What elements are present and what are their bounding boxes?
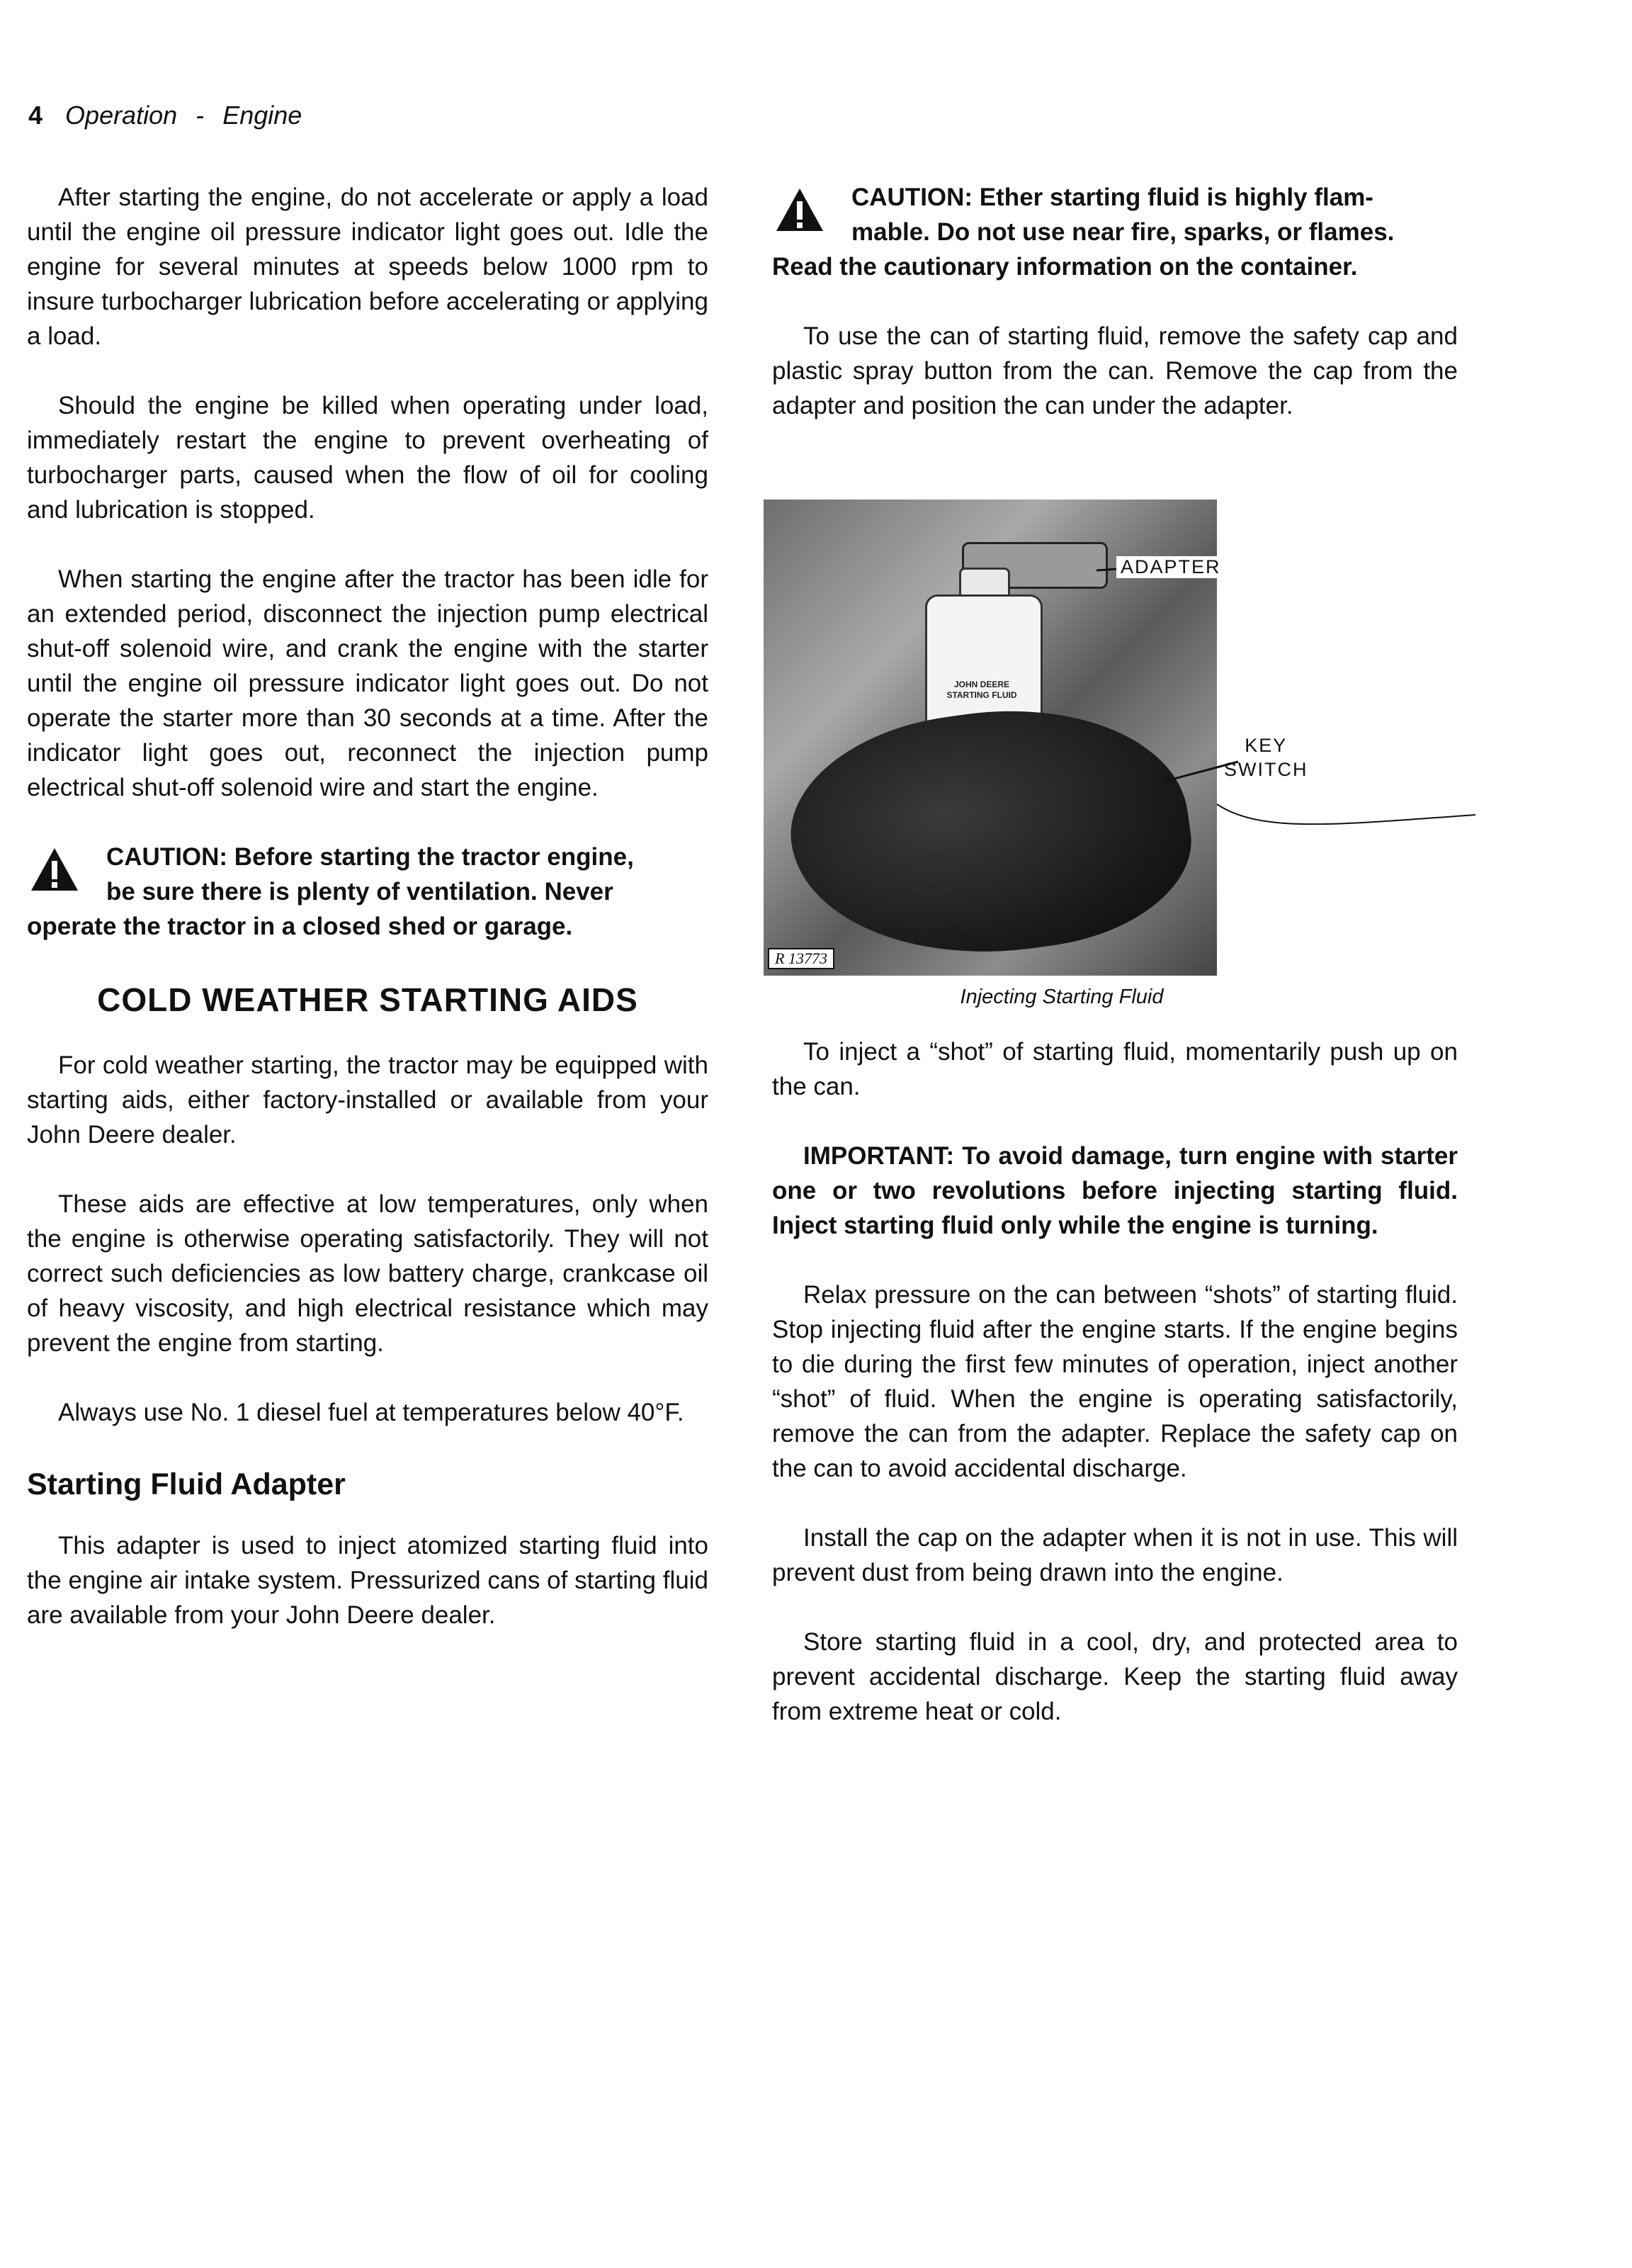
header-subsection: Engine (222, 101, 302, 130)
header-section: Operation (65, 101, 178, 130)
warning-triangle-icon (775, 187, 824, 232)
figure-caption: Injecting Starting Fluid (960, 986, 1164, 1008)
label-key: KEY (1245, 735, 1288, 756)
paragraph-adapter-use: This adapter is used to inject atomized starting fluid into the engine air intake system. Pressurized cans of starting fluid are available from your John Deere dealer. (27, 1532, 708, 1629)
figure-code: R 13773 (768, 948, 834, 969)
subsection-title-starting-fluid-adapter: Starting Fluid Adapter (27, 1467, 346, 1501)
paragraph-cold-weather: For cold weather starting, the tractor may be equipped with starting aids, either factory-installed or available from your John Deere dealer. (27, 1051, 708, 1149)
label-switch: SWITCH (1224, 759, 1308, 780)
paragraph-accelerate: After starting the engine, do not accelerate or apply a load until the engine oil pressure indicator light goes out. Idle the engine for several minutes at speeds below 1000 rpm to insure turbocharger lubrication before accelerating or applying a load. (27, 184, 708, 350)
paragraph-use-can: To use the can of starting fluid, remove the safety cap and plastic spray button from the can. Remove the cap from the adapter and position the can under the adapter. (772, 322, 1458, 419)
caution-ether-line2: mable. Do not use near fire, sparks, or flames. (851, 218, 1395, 246)
section-title-cold-weather: COLD WEATHER STARTING AIDS (97, 981, 638, 1018)
warning-triangle-icon (30, 847, 79, 892)
caution-ventilation (27, 840, 708, 944)
label-key-switch (1224, 733, 1308, 782)
header-separator: - (196, 101, 205, 130)
caution-ether-line3: Read the cautionary information on the container. (772, 253, 1358, 281)
figure-injecting-starting-fluid (764, 500, 1479, 976)
caution-ventilation-line1: CAUTION: Before starting the tractor engine, (106, 843, 634, 871)
caution-ventilation-line2: be sure there is plenty of ventilation. Never (106, 878, 613, 905)
paragraph-relax-pressure: Relax pressure on the can between “shots” of starting fluid. Stop injecting fluid after the engine starts. If the engine begins to die during the first few minutes of operation, inject another “shot” of fluid. When the engine is operating satisfactorily, remove the can from the adapter. Replace the safety cap on the can to avoid accidental discharge. (772, 1281, 1458, 1482)
paragraph-aids-effective: These aids are effective at low temperatures, only when the engine is otherwise operating satisfactorily. They will not correct such deficiencies as low battery charge, crankcase oil of heavy viscosity, and high electrical resistance which may prevent the engine from starting. (27, 1190, 708, 1357)
paragraph-store-fluid: Store starting fluid in a cool, dry, and protected area to prevent accidental discharge. Keep the starting fluid away from extreme heat or cold. (772, 1628, 1458, 1725)
paragraph-extended-idle: When starting the engine after the tractor has been idle for an extended period, disconnect the injection pump electrical shut-off solenoid wire, and crank the engine with the starter until the engine oil pressure indicator light goes out. Do not operate the starter more than 30 seconds at a time. After the indicator light goes out, reconnect the injection pump electrical shut-off solenoid wire and start the engine. (27, 565, 708, 801)
right-column (772, 180, 1458, 1764)
paragraph-install-cap: Install the cap on the adapter when it is not in use. This will prevent dust from being drawn into the engine. (772, 1524, 1458, 1586)
label-adapter: ADAPTER (1116, 556, 1225, 578)
page-header (28, 101, 302, 130)
caution-ether (772, 180, 1458, 284)
left-column (27, 180, 708, 1667)
paragraph-inject-shot: To inject a “shot” of starting fluid, momentarily push up on the can. (772, 1038, 1458, 1100)
can-label: JOHN DEERE STARTING FLUID (946, 679, 1017, 700)
important-note: IMPORTANT: To avoid damage, turn engine with starter one or two revolutions before injecting starting fluid. Inject starting fluid only while the engine is turning. (772, 1142, 1458, 1239)
paragraph-diesel-fuel: Always use No. 1 diesel fuel at temperatures below 40°F. (58, 1399, 684, 1426)
caution-ether-line1: CAUTION: Ether starting fluid is highly flam- (851, 184, 1373, 211)
paragraph-engine-killed: Should the engine be killed when operating under load, immediately restart the engine to prevent overheating of turbocharger parts, caused when the flow of oil for cooling and lubrication is stopped. (27, 392, 708, 524)
caution-ventilation-line3: operate the tractor in a closed shed or garage. (27, 913, 573, 940)
page-number: 4 (28, 101, 43, 130)
